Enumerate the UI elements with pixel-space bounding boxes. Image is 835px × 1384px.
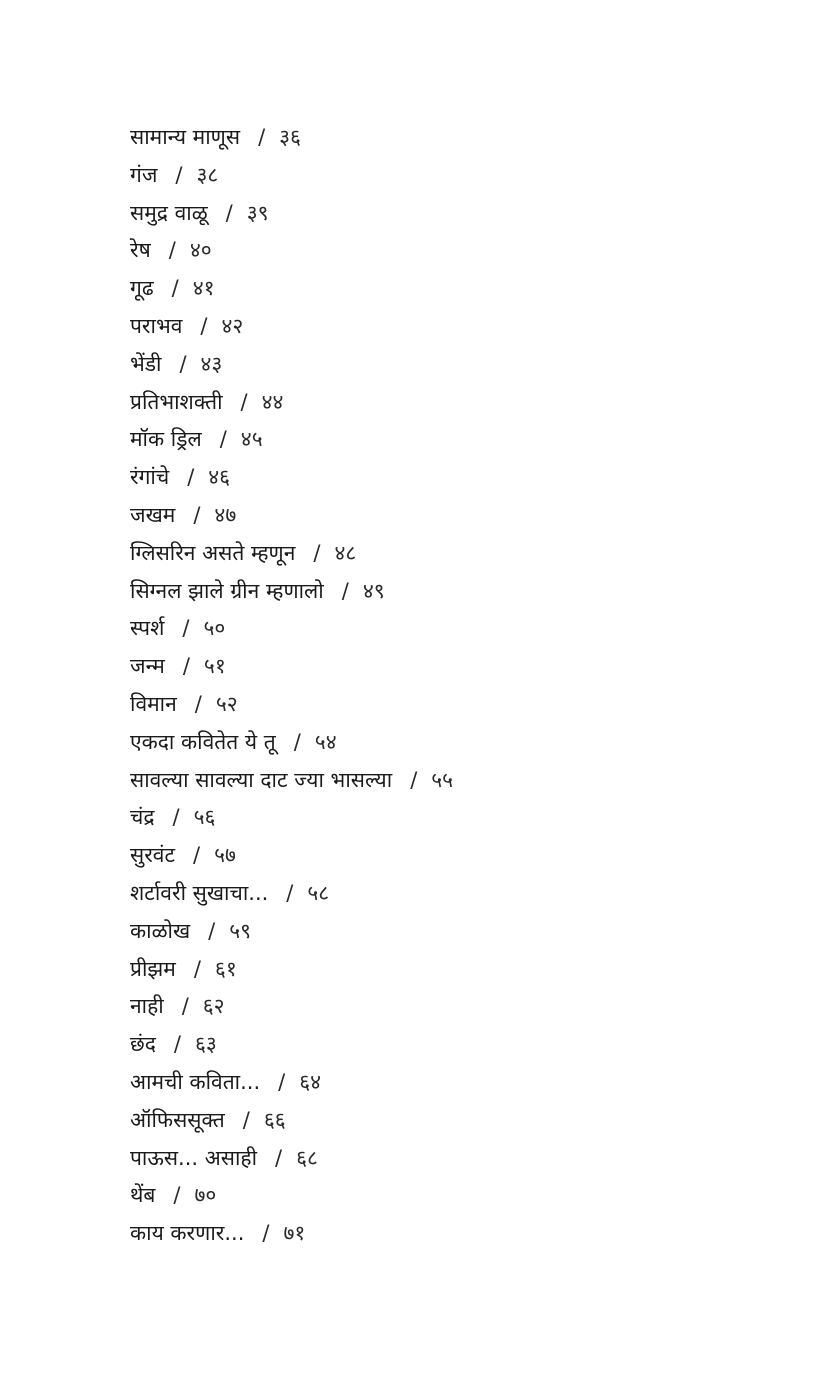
toc-entry	[130, 386, 283, 418]
toc-page-number: ४५	[240, 427, 263, 452]
toc-separator: /	[182, 616, 190, 641]
toc-entry	[130, 272, 215, 304]
toc-separator: /	[293, 729, 301, 754]
toc-page-number: ४२	[221, 314, 244, 338]
toc-entry-title: गूढ	[130, 276, 154, 301]
toc-entry	[130, 764, 453, 796]
toc-page-number: ५६	[193, 805, 216, 830]
toc-entry	[130, 726, 337, 758]
toc-entry-title: गंज	[130, 162, 158, 187]
toc-page-number: ७१	[283, 1221, 306, 1246]
toc-entry	[130, 575, 385, 607]
toc-entry-title: थेंब	[130, 1183, 156, 1208]
toc-separator: /	[242, 1107, 250, 1132]
toc-entry	[130, 953, 237, 985]
toc-entry-title: सामान्य माणूस	[130, 125, 241, 149]
toc-page-number: ४३	[200, 351, 223, 376]
toc-separator: /	[200, 314, 208, 338]
toc-entry	[130, 915, 251, 947]
toc-entry	[130, 1179, 216, 1211]
toc-page-number: ४८	[334, 540, 357, 565]
toc-page-number: ५८	[307, 881, 330, 905]
toc-page-number: ६२	[202, 994, 225, 1019]
toc-separator: /	[193, 956, 201, 981]
toc-separator: /	[313, 540, 321, 565]
toc-separator: /	[182, 654, 190, 679]
toc-page-number: ३८	[196, 162, 219, 187]
toc-separator: /	[193, 503, 201, 527]
toc-separator: /	[219, 427, 227, 452]
toc-entry-title: चंद्र	[130, 805, 155, 830]
toc-entry-title: पाऊस... असाही	[130, 1145, 258, 1170]
toc-separator: /	[171, 276, 179, 301]
toc-entry	[130, 159, 218, 191]
toc-entry-title: प्रतिभाशक्ती	[130, 389, 223, 414]
toc-entry	[130, 1142, 318, 1174]
toc-entry-title: समुद्र वाळू	[130, 200, 208, 225]
toc-entry-title: छंद	[130, 1032, 156, 1057]
toc-separator: /	[181, 994, 189, 1019]
toc-page-number: ५९	[229, 918, 252, 943]
toc-entry	[130, 877, 329, 909]
toc-separator: /	[168, 238, 176, 263]
toc-entry-title: काय करणार...	[130, 1221, 245, 1246]
toc-page-number: ५२	[215, 692, 238, 716]
toc-entry	[130, 348, 222, 380]
toc-separator: /	[173, 1032, 181, 1057]
toc-entry-title: ग्लिसरिन असते म्हणून	[130, 540, 296, 565]
toc-separator: /	[258, 125, 266, 149]
toc-entry-title: मॉक ड्रिल	[130, 427, 202, 452]
toc-separator: /	[278, 1070, 286, 1094]
toc-entry-title: स्पर्श	[130, 616, 165, 641]
toc-entry	[130, 423, 263, 455]
toc-separator: /	[225, 200, 233, 225]
toc-page-number: ५५	[431, 767, 454, 792]
toc-separator: /	[172, 805, 180, 830]
toc-entry	[130, 990, 225, 1022]
toc-page-number: ६४	[299, 1070, 322, 1094]
toc-page-number: ५१	[203, 654, 226, 679]
toc-entry	[130, 461, 230, 493]
toc-entry	[130, 1104, 286, 1136]
toc-page-number: ६८	[296, 1145, 318, 1170]
toc-entry-title: विमान	[130, 692, 177, 716]
toc-entry	[130, 1028, 217, 1060]
toc-entry	[130, 688, 238, 720]
toc-entry	[130, 121, 301, 153]
toc-entry-title: ऑफिससूक्त	[130, 1107, 225, 1132]
toc-entry	[130, 537, 356, 569]
toc-entry-title: सुरवंट	[130, 843, 176, 868]
toc-entry-title: सावल्या सावल्या दाट ज्या भासल्या	[130, 767, 393, 792]
toc-entry-title: नाही	[130, 994, 164, 1019]
toc-entry-title: एकदा कवितेत ये तू	[130, 729, 276, 754]
toc-separator: /	[275, 1145, 283, 1170]
toc-entry	[130, 801, 215, 833]
toc-page-number: ६३	[194, 1032, 217, 1057]
toc-entry-title: जन्म	[130, 654, 165, 679]
toc-page-number: ४९	[362, 578, 385, 603]
toc-separator: /	[262, 1221, 270, 1246]
toc-entry	[130, 1066, 321, 1098]
toc-entry-title: शर्टावरी सुखाचा...	[130, 881, 269, 905]
toc-page-number: ५४	[314, 729, 337, 754]
toc-entry	[130, 197, 269, 229]
toc-entry-title: काळोख	[130, 918, 191, 943]
toc-page-number: ३६	[279, 125, 301, 149]
toc-entry-title: जखम	[130, 503, 176, 527]
toc-page-number: ६६	[263, 1107, 286, 1132]
toc-entry	[130, 839, 236, 871]
toc-page-number: ६१	[214, 956, 237, 981]
toc-separator: /	[193, 843, 201, 868]
toc-entry-title: प्रीझम	[130, 956, 176, 981]
toc-page-number: ५०	[203, 616, 226, 641]
toc-page-number: ४७	[214, 503, 237, 527]
toc-page-number: ४४	[261, 389, 284, 414]
toc-entry	[130, 234, 212, 266]
toc-page-number: ५७	[214, 843, 236, 868]
toc-entry-title: पराभव	[130, 314, 183, 338]
toc-separator: /	[240, 389, 248, 414]
toc-entry	[130, 1217, 305, 1249]
toc-separator: /	[179, 351, 187, 376]
toc-page-number: ३९	[246, 200, 269, 225]
toc-separator: /	[208, 918, 216, 943]
toc-entry-title: रेष	[130, 238, 151, 263]
toc-entry	[130, 499, 236, 531]
toc-separator: /	[410, 767, 418, 792]
toc-separator: /	[175, 162, 183, 187]
toc-entry	[130, 612, 225, 644]
toc-page-number: ४१	[192, 276, 215, 301]
toc-entry-title: भेंडी	[130, 351, 162, 376]
toc-entry	[130, 310, 243, 342]
toc-separator: /	[341, 578, 349, 603]
toc-entry-title: आमची कविता...	[130, 1070, 261, 1094]
toc-page-number: ७०	[194, 1183, 217, 1208]
toc-entry	[130, 650, 226, 682]
toc-separator: /	[173, 1183, 181, 1208]
toc-page-number: ४०	[189, 238, 212, 263]
toc-entry-title: सिग्नल झाले ग्रीन म्हणालो	[130, 578, 324, 603]
toc-separator: /	[286, 881, 294, 905]
toc-entry-title: रंगांचे	[130, 465, 170, 490]
toc-separator: /	[187, 465, 195, 490]
toc-page-number: ४६	[208, 465, 231, 490]
toc-separator: /	[194, 692, 202, 716]
